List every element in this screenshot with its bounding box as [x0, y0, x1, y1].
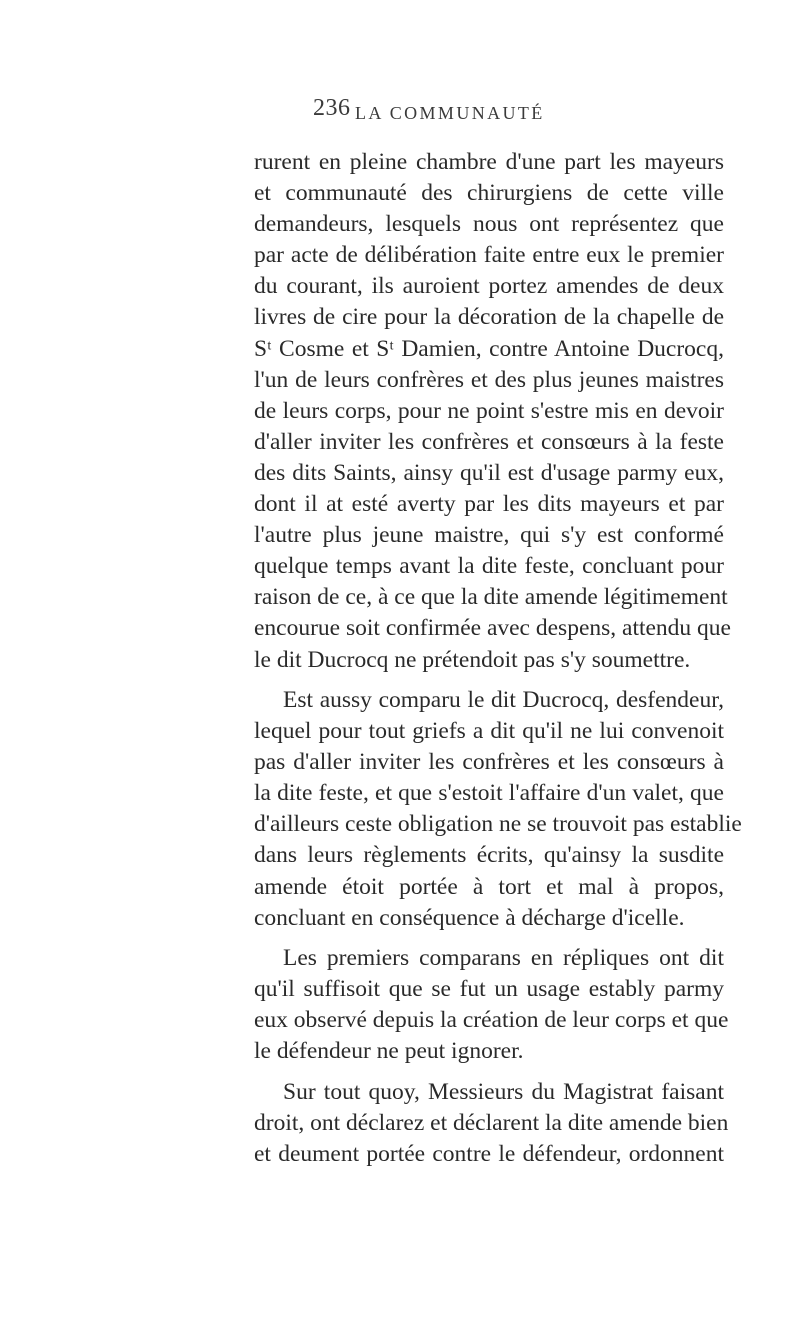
text-line: Les premiers comparans en répliques ont dit [283, 945, 724, 972]
text-line: et communauté des chirurgiens de cette ville [254, 180, 724, 207]
text-line: l'un de leurs confrères et des plus jeunes maistres [254, 366, 724, 393]
text-line: de leurs corps, pour ne point s'estre mis en devoir [254, 397, 724, 424]
text-line: amende étoit portée à tort et mal à propos, [254, 873, 724, 900]
text-line: des dits Saints, ainsy qu'il est d'usage parmy eux, [254, 459, 724, 486]
text-line: la dite feste, et que s'estoit l'affaire d'un valet, que [254, 780, 724, 807]
text-line: rurent en pleine chambre d'une part les mayeurs [254, 149, 724, 175]
paragraph-3 [254, 943, 729, 1067]
body-text [254, 147, 742, 1170]
running-title: LA COMMUNAUTÉ [355, 103, 545, 123]
paragraph-2 [254, 685, 742, 934]
text-line: Sur tout quoy, Messieurs du Magistrat faisant [283, 1078, 724, 1105]
text-line: du courant, ils auroient portez amendes de deux [254, 273, 724, 300]
text-line: le défendeur ne peut ignorer. [254, 1038, 524, 1065]
text-line: demandeurs, lesquels nous ont représentez que [254, 211, 724, 238]
text-line: qu'il suffisoit que se fut un usage estably parmy [254, 976, 724, 1003]
paragraph-4 [254, 1077, 729, 1170]
text-line: Est aussy comparu le dit Ducrocq, desfendeur, [283, 686, 724, 713]
page-number: 236 [313, 95, 351, 121]
text-line: concluant en conséquence à décharge d'icelle. [254, 904, 685, 931]
text-line: encourue soit confirmée avec despens, attendu que [254, 615, 731, 642]
text-line: droit, ont déclarez et déclarent la dite amende bien [254, 1109, 729, 1136]
text-line: dont il at esté averty par les dits mayeurs et par [254, 491, 724, 518]
text-line: d'aller inviter les confrères et consœurs à la feste [254, 428, 724, 455]
text-line: raison de ce, à ce que la dite amende légitimement [254, 584, 728, 611]
text-line: l'autre plus jeune maistre, qui s'y est conformé [254, 522, 724, 549]
text-line: eux observé depuis la création de leur corps et que [254, 1007, 729, 1034]
text-line: livres de cire pour la décoration de la chapelle de [254, 304, 724, 331]
paragraph-1 [254, 147, 731, 676]
text-line: pas d'aller inviter les confrères et les consœurs à [254, 749, 724, 776]
text-line: d'ailleurs ceste obligation ne se trouvoit pas establie [254, 811, 742, 838]
text-line: dans leurs règlements écrits, qu'ainsy la susdite [254, 842, 724, 869]
text-line: par acte de délibération faite entre eux le premier [254, 242, 724, 269]
text-line: lequel pour tout griefs a dit qu'il ne lui convenoit [254, 718, 724, 745]
text-line: quelque temps avant la dite feste, concluant pour [254, 553, 724, 580]
text-line: et deument portée contre le défendeur, ordonnent [254, 1141, 724, 1168]
text-line: le dit Ducrocq ne prétendoit pas s'y soumettre. [254, 646, 691, 673]
text-line: Sᵗ Cosme et Sᵗ Damien, contre Antoine Ducrocq, [254, 335, 724, 362]
